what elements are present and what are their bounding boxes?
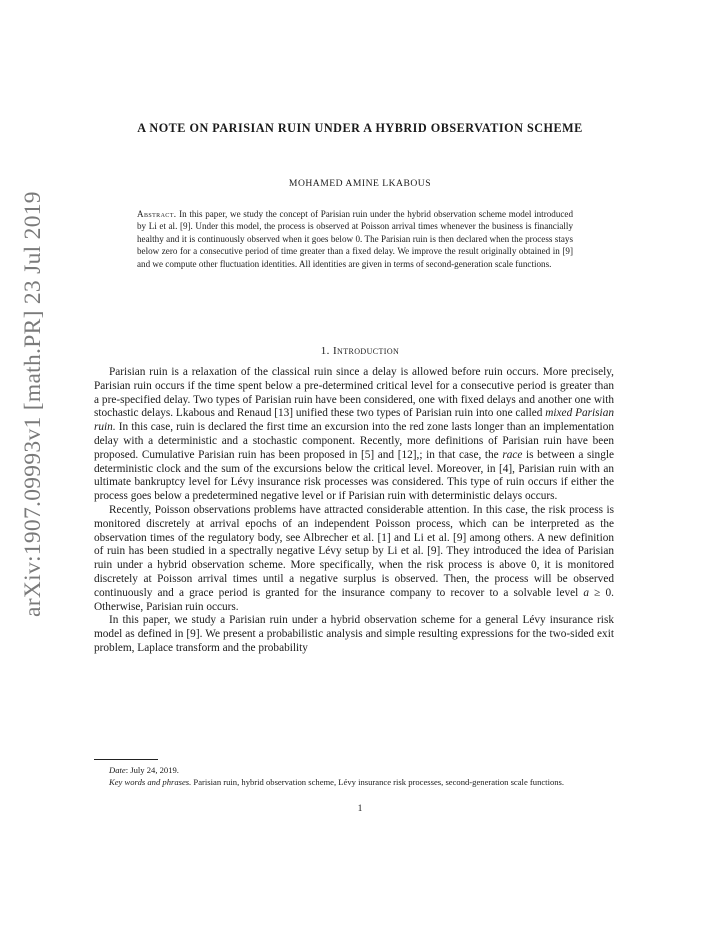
paragraph: Parisian ruin is a relaxation of the classical ruin since a delay is allowed before ruin occurs. More precisely, Parisian ruin occurs if the time spent below a pre-determined critical level for a consecutive period is greater than a pre-specified delay. Two types of Parisian ruin have been considered, one with fixed delays and another one with stochastic delays. Lkabous and Renaud [13] unified these two types of Parisian ruin into one called mixed Parisian ruin. In this case, ruin is declared the first time an excursion into the red zone lasts longer than an implementation delay with a deterministic and a stochastic component. Recently, more definitions of Parisian ruin have been proposed. Cumulative Parisian ruin has been proposed in [5] and [12],; in that case, the race is between a single deterministic clock and the sum of the excursions below the critical level. Moreover, in [4], Parisian ruin with an ultimate bankruptcy level for Lévy insurance risk processes was considered. This type of ruin occurs if either the process goes below a predetermined negative level or if Parisian ruin with deterministic delays occurs. (94, 366, 614, 503)
abstract-label: Abstract. (137, 209, 177, 219)
abstract-text: In this paper, we study the concept of Parisian ruin under the hybrid observation scheme model introduced by Li et al. [9]. Under this model, the process is observed at Poisson arrival times whenever the business is financially healthy and it is continuously observed when it goes below 0. The Parisian ruin is then declared when the process stays below zero for a consecutive period of time greater than a fixed delay. We improve the result originally obtained in [9] and we compute other fluctuation identities. All identities are given in terms of second-generation scale functions. (137, 209, 573, 269)
body-text (94, 366, 614, 656)
paper-title: A NOTE ON PARISIAN RUIN UNDER A HYBRID OBSERVATION SCHEME (137, 121, 583, 135)
section-heading: 1. Introduction (320, 345, 400, 357)
arxiv-identifier: arXiv:1907.09993v1 [math.PR] 23 Jul 2019 (20, 191, 46, 617)
page-number: 1 (357, 803, 363, 814)
footnote-keywords: Key words and phrases. Parisian ruin, hybrid observation scheme, Lévy insurance risk processes, second-generation scale functions. (109, 777, 565, 787)
author-name: MOHAMED AMINE LKABOUS (288, 178, 432, 189)
paragraph: Recently, Poisson observations problems have attracted considerable attention. In this case, the risk process is monitored discretely at arrival epochs of an independent Poisson process, which can be interpreted as the observation times of the regulatory body, see Albrecher et al. [1] and Li et al. [9] among others. A new definition of ruin has been studied in a spectrally negative Lévy setup by Li et al. [9]. They introduced the idea of Parisian ruin under a hybrid observation scheme. More specifically, when the risk process is above 0, it is monitored discretely at Poisson arrival times until a negative surplus is observed. Then, the process will be observed continuously and a grace period is granted for the insurance company to recover to a solvable level a ≥ 0. Otherwise, Parisian ruin occurs. (94, 503, 614, 613)
paragraph: In this paper, we study a Parisian ruin under a hybrid observation scheme for a general Lévy insurance risk model as defined in [9]. We present a probabilistic analysis and simple resulting expressions for the two-sided exit problem, Laplace transform and the probability (94, 614, 614, 654)
footnotes (94, 764, 614, 788)
footnote-rule (94, 759, 158, 760)
abstract (137, 208, 573, 270)
footnote-date: Date: July 24, 2019. (109, 765, 179, 775)
